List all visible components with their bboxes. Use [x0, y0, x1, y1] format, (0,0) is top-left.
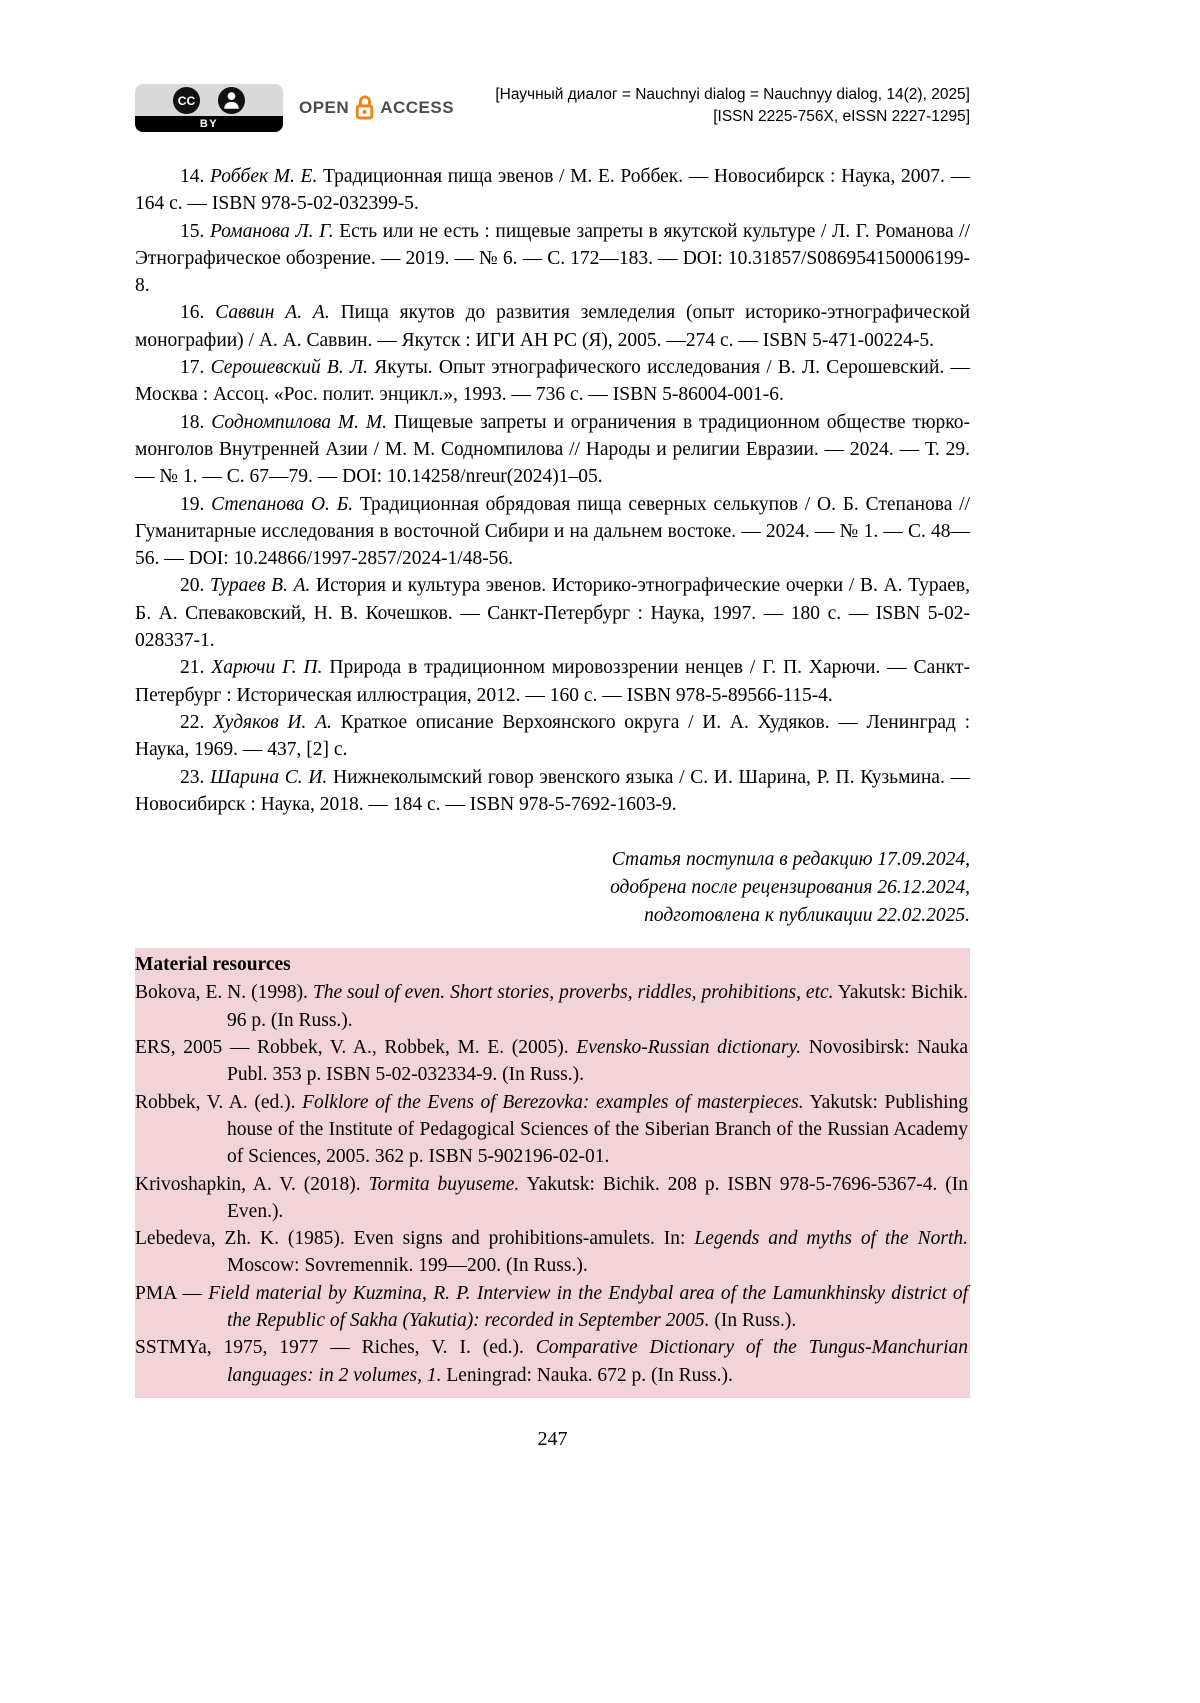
reference-item-22: [135, 709, 970, 764]
svg-text:CC: CC: [177, 93, 196, 108]
material-resource-item: [135, 1225, 968, 1280]
reference-author: Роббек М. Е.: [210, 166, 318, 187]
journal-issn-line: [ISSN 2225-756X, eISSN 2227-1295]: [713, 108, 970, 125]
page-number: 247: [537, 1427, 568, 1450]
reference-number: 19.: [180, 493, 212, 515]
reference-item-21: [135, 654, 970, 709]
material-resource-item: [135, 1280, 968, 1335]
material-citation-text: (In Russ.).: [709, 1309, 797, 1331]
attribution-person-icon: [217, 86, 246, 115]
reference-text: Традиционная обрядовая пища северных селькупов / О. Б. Степанова // Гуманитарные исследования в восточной Сибири и на дальнем востоке. — 2024. — № 1. — С. 48—56. — DOI: 10.24866/1997-2857/2024-1/48-56.: [135, 493, 971, 570]
material-citation-title: The soul of even. Short stories, proverbs, riddles, prohibitions, etc.: [312, 982, 834, 1004]
submission-note: [135, 846, 970, 930]
open-access-access-text: ACCESS: [380, 97, 455, 117]
reference-number: 16.: [180, 302, 216, 324]
material-citation-title: Field material by Kuzmina, R. P. Interview in the Endybal area of the Lamunkhinsky district of the Republic of Sakha (Yakutia): recorded in September 2005.: [208, 1282, 968, 1331]
cc-by-license-badge[interactable]: [135, 84, 283, 132]
material-resource-item: [135, 1034, 968, 1089]
open-access-logo[interactable]: [299, 93, 454, 122]
cc-badge-icons: [135, 84, 283, 116]
reference-text: Есть или не есть : пищевые запреты в якутской культуре / Л. Г. Романова // Этнографическое обозрение. — 2019. — № 6. — С. 172—183. — DOI: 10.31857/S086954150006199-8.: [135, 220, 971, 297]
journal-title-line: [Научный диалог = Nauchnyi dialog = Nauchnyy dialog, 14(2), 2025]: [495, 86, 970, 103]
references-list: [135, 163, 970, 818]
reference-author: Тураев В. А.: [210, 575, 311, 597]
reference-item-19: [135, 491, 970, 573]
material-citation-text: ERS, 2005 — Robbek, V. A., Robbek, M. E. (2005).: [135, 1037, 577, 1059]
material-citation-title: Comparative Dictionary of the Tungus-Manchurian languages: in 2 volumes, 1.: [227, 1337, 968, 1386]
material-citation-text: Lebedeva, Zh. K. (1985). Even signs and prohibitions-amulets. In:: [135, 1228, 695, 1250]
reference-number: 18.: [180, 411, 212, 433]
reference-author: Содномпилова М. М.: [211, 411, 388, 433]
material-resource-item: [135, 1171, 968, 1226]
reference-number: 22.: [180, 711, 214, 733]
submission-line-prepared: подготовлена к публикации 22.02.2025.: [644, 905, 970, 927]
reference-number: 17.: [180, 357, 211, 379]
material-citation-text: SSTMYa, 1975, 1977 — Riches, V. I. (ed.).: [135, 1337, 536, 1359]
reference-number: 14.: [180, 166, 211, 187]
reference-text: Краткое описание Верхоянского округа / И. А. Худяков. — Ленинград : Наука, 1969. — 437, [2] с.: [135, 711, 971, 761]
open-access-open-text: OPEN: [299, 97, 350, 117]
material-citation-title: Tormita buyuseme.: [368, 1173, 520, 1195]
reference-text: Пищевые запреты и ограничения в традиционном обществе тюрко-монголов Внутренней Азии / М. М. Содномпилова // Народы и религии Евразии. — 2024. — Т. 29. — № 1. — С. 67—79. — DOI: 10.14258/nreur(2024)1–05.: [135, 411, 970, 488]
reference-item-18: [135, 409, 970, 491]
reference-author: Харючи Г. П.: [211, 657, 323, 679]
material-citation-text: Moscow: Sovremennik. 199—200. (In Russ.).: [227, 1255, 588, 1277]
submission-line-approved: одобрена после рецензирования 26.12.2024,: [610, 877, 970, 899]
material-citation-text: Leningrad: Nauka. 672 p. (In Russ.).: [441, 1364, 733, 1386]
journal-info: [495, 84, 970, 128]
reference-item-16: [135, 299, 970, 354]
reference-text: Традиционная пища эвенов / М. Е. Роббек. — Новосибирск : Наука, 2007. — 164 с. — ISBN 978-5-02-032399-5.: [135, 166, 971, 215]
reference-number: 15.: [180, 220, 210, 242]
material-citation-text: Novosibirsk: Nauka Publ. 353 p. ISBN 5-02-032334-9. (In Russ.).: [227, 1037, 969, 1086]
material-citation-title: Legends and myths of the North.: [694, 1228, 968, 1250]
reference-number: 21.: [180, 657, 212, 679]
material-resource-item: [135, 1334, 968, 1389]
material-resource-item: [135, 1089, 968, 1171]
reference-author: Серошевский В. Л.: [210, 357, 369, 379]
cc-icon: [172, 86, 201, 115]
reference-author: Романова Л. Г.: [209, 220, 334, 242]
cc-by-label: BY: [135, 116, 283, 132]
material-resources-section: [135, 948, 970, 1398]
reference-item-17: [135, 354, 970, 409]
reference-item-20: [135, 572, 970, 654]
page-header: [135, 84, 970, 132]
material-citation-text: PMA —: [135, 1282, 209, 1304]
material-resource-item: [135, 979, 968, 1034]
open-lock-icon: [354, 93, 375, 122]
submission-line-received: Статья поступила в редакцию 17.09.2024,: [611, 849, 970, 871]
material-citation-text: Robbek, V. A. (ed.).: [135, 1091, 303, 1113]
material-resources-heading: Material resources: [135, 954, 291, 976]
material-citation-text: Bokova, E. N. (1998).: [135, 982, 313, 1004]
material-citation-title: Folklore of the Evens of Berezovka: examples of masterpieces.: [302, 1091, 804, 1113]
reference-author: Шарина С. И.: [210, 766, 328, 788]
reference-item-15: [135, 218, 970, 300]
reference-text: Пища якутов до развития земледелия (опыт историко-этнографической монографии) / А. А. Саввин. — Якутск : ИГИ АН РС (Я), 2005. —274 с. — ISBN 5-471-00224-5.: [135, 302, 970, 351]
reference-text: Природа в традиционном мировоззрении ненцев / Г. П. Харючи. — Санкт-Петербург : Историческая иллюстрация, 2012. — 160 с. — ISBN 978-5-89566-115-4.: [135, 657, 970, 706]
material-citation-text: Yakutsk: Bichik. 208 p. ISBN 978-5-7696-5367-4. (In Even.).: [227, 1173, 969, 1222]
reference-text: История и культура эвенов. Историко-этнографические очерки / В. А. Тураев, Б. А. Спеваковский, Н. В. Кочешков. — Санкт-Петербург : Наука, 1997. — 180 с. — ISBN 5-02-028337-1.: [135, 575, 970, 652]
reference-author: Саввин А. А.: [215, 302, 330, 324]
reference-item-23: [135, 764, 970, 819]
material-citation-text: Yakutsk: Publishing house of the Institute of Pedagogical Sciences of the Siberian Branch of the Russian Academy of Sciences, 2005. 362 p. ISBN 5-902196-02-01.: [227, 1091, 968, 1168]
reference-text: Нижнеколымский говор эвенского языка / С. И. Шарина, Р. П. Кузьмина. — Новосибирск : Наука, 2018. — 184 с. — ISBN 978-5-7692-1603-9.: [135, 766, 971, 815]
reference-author: Худяков И. А.: [213, 711, 332, 733]
reference-number: 20.: [180, 575, 211, 597]
reference-author: Степанова О. Б.: [211, 493, 354, 515]
reference-text: Якуты. Опыт этнографического исследования / В. Л. Серошевский. — Москва : Ассоц. «Рос. полит. энцикл.», 1993. — 736 с. — ISBN 5-86004-001-6.: [135, 357, 971, 406]
material-citation-title: Evensko-Russian dictionary.: [576, 1037, 802, 1059]
material-citation-text: Krivoshapkin, A. V. (2018).: [135, 1173, 369, 1195]
reference-number: 23.: [180, 766, 211, 788]
reference-item-14: [135, 163, 970, 218]
material-citation-text: Yakutsk: Bichik. 96 p. (In Russ.).: [227, 982, 968, 1031]
